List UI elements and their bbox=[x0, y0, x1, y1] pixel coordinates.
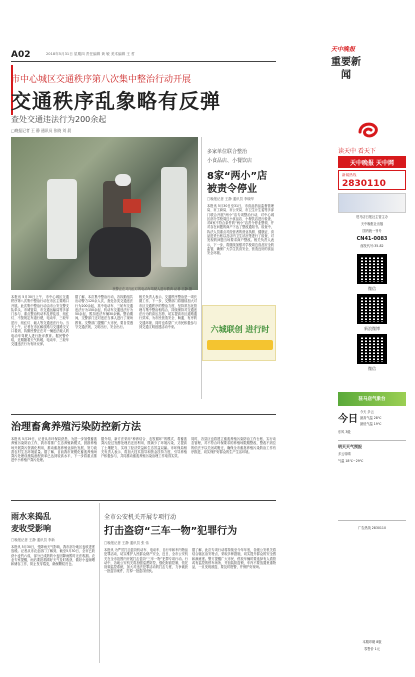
bottom-left-title: 雨水来捣乱 bbox=[11, 512, 51, 521]
sponsor-line-2: 天中晚报社出版 bbox=[360, 222, 384, 226]
weather-brand: 驻马店气象台 bbox=[358, 397, 386, 402]
mid-rule bbox=[11, 414, 276, 415]
slogan: 读天中 看天下 bbox=[338, 148, 376, 155]
lead-photo bbox=[11, 137, 198, 290]
weather-line-1: 今天 多云 bbox=[360, 410, 374, 414]
hotline-label: 新闻热线 bbox=[342, 173, 357, 177]
page-meta: 2018年5月31日 星期四 责任编辑 黄 敏 美术编辑 王 哲 bbox=[46, 52, 135, 56]
lead-column-1: 本报讯 5月30日上午，市中心城区交通秩序第八次集中整治行动在市区主要路口开展。此次集中整治行动由市公安交警支队牵头，市城管局、市交通运输局等多部门参与，重点整治机动车乱停乱放、闯红灯、不按规定车道行驶，电动车、三轮车逆行、闯红灯、载人等交通违法行为。当天上午，记者在市区解放路与交通路交叉口看到，执勤民警正在对一辆违法载人的电动车驾驶人进行批评教育。据民警介绍，近期随着天气转暖，电动车、三轮车交通违法行为有所反弹。 bbox=[11, 295, 69, 347]
forecast-1: 多云转晴 bbox=[338, 452, 351, 456]
lead-byline: □晚报记者 王 静 通讯员 张晓 刘 晨 bbox=[11, 128, 72, 133]
forecast-title: 明天天气预报 bbox=[338, 444, 362, 449]
side-kicker-2: 小食品店、小餐饮店 bbox=[207, 158, 253, 164]
header-rule bbox=[11, 61, 276, 62]
qr-code[interactable] bbox=[357, 254, 387, 284]
weather-line-2: 最高气温 28℃ bbox=[360, 416, 382, 420]
qr-label: 微信 bbox=[368, 366, 376, 371]
red-flag bbox=[123, 199, 141, 213]
slogan-box-text: 天中晚报 天中网 bbox=[349, 160, 395, 167]
bottom-mid-byline: □晚报记者 王静 通讯员 张 伟 bbox=[104, 541, 149, 545]
mid-column-3: 同时，各县区也将建立畜禽养殖污染防治工作台账，实行动态管理，对不符合环保要求的养殖场限期整改，整改不到位的依法予以关闭或搬迁，确保全市畜禽养殖污染防治工作有序推进，切实保护好群众的生产生活环境。 bbox=[191, 437, 276, 454]
lead-column-2: 据了解，本次集中整治行动，各执勤组共出动警力120余人次，查处各类交通违法行为200余起，其中电动车、三轮车交通违法行为150余起，机动车交通违法行为50余起，暂扣违法车辆30余辆。整治期间，交警部门还对违法当事人进行了现场教育。交警部门提醒广大市民，要自觉遵守交通法规，文明出行，安全出行。 bbox=[75, 295, 133, 330]
mid-column-2: 据介绍，新方法采用“种养结合、农牧循环”的模式，将畜禽粪污经过发酵处理后还田利用，既减少了环境污染，又提高了土壤肥力，实现了经济效益和生态效益双赢。市环保局相关负责人表示，将加大技术指导和资金扶持力度，引导养殖户积极参与，共同推动畜禽养殖污染治理工作取得实效。 bbox=[101, 437, 187, 459]
lead-photo-caption: 民警正在对闯红灯的电动车驾驶人进行教育 记者 王静 摄 bbox=[112, 287, 192, 291]
police-officer-figure bbox=[47, 179, 77, 259]
mid-column-1: 本报讯 5月29日，记者从市环保局获悉，为进一步加强畜禽养殖污染防治工作，我市将推广生态养殖新模式，鼓励养殖场开展粪污资源化利用，推动畜禽养殖业绿色发展，努力改善农村生态环境质量。据了解，目前我市规模化畜禽养殖场粪污处理设施装备配套率已达到较高水平，下一步将重点推进中小养殖户粪污处理。 bbox=[11, 437, 97, 463]
right-column-bg bbox=[284, 36, 415, 677]
bottom-mid-title: 打击盗窃“三车一物”犯罪行为 bbox=[104, 526, 238, 537]
issue-info: 本期印刷 8版 bbox=[362, 640, 382, 644]
ad-hotline: 广告热线 2830110 bbox=[358, 526, 386, 530]
column-separator bbox=[99, 503, 100, 663]
bottom-left-body: 本报讯 5月30日，受降雨天气影响，我市部分地区麦收进度放缓。记者从市农业部门了解到，截至5月30日，全市已收获小麦约六成，部分已成熟的小麦因降雨暂时无法收割。农业专家提醒，雨后要抢抓晴好天气及时收获，做好小麦晾晒和储存工作，防止发芽霉变，确保颗粒归仓。 bbox=[11, 545, 95, 567]
side-kicker: 多家单位联合整治 bbox=[207, 149, 248, 155]
side-byline: □晚报记者 王静 通讯员 李晓华 bbox=[207, 197, 255, 201]
hotline-box bbox=[338, 170, 406, 190]
cn-label: 国内统一刊号 bbox=[362, 229, 382, 233]
bottom-mid-kicker: 全市公安机关开展专项行动 bbox=[104, 514, 177, 521]
police-officer-figure bbox=[161, 167, 187, 267]
qr-code[interactable] bbox=[357, 294, 387, 324]
section-label: 重要新闻 bbox=[331, 57, 361, 81]
weather-line-3: 最低气温 19℃ bbox=[360, 422, 382, 426]
price-info: 零售价 1元 bbox=[364, 647, 380, 651]
banner-ribbon bbox=[207, 340, 273, 350]
page-number: A02 bbox=[11, 50, 31, 60]
bottom-mid-column-1: 本报讯 为严厉打击盗窃机动车、电动车、自行车和车内物品犯罪活动，切实维护人民群众财产安全，近日，全市公安机关在全市范围内开展打击盗窃“三车一物”犯罪专项行动。行动中，各地公安机关将加强巡逻防控，强化街面控制，依托视频监控系统，加大对违法犯罪活动的打击力度，力争破获一批盗窃案件，打掉一批盗窃团伙。 bbox=[104, 548, 188, 574]
hotline-number: 2830110 bbox=[342, 179, 386, 189]
lead-subtitle: 查处交通违法行为200余起 bbox=[11, 115, 107, 124]
weather-rule bbox=[338, 440, 406, 441]
lead-title: 交通秩序乱象略有反弹 bbox=[11, 89, 221, 113]
weather-banner bbox=[338, 392, 406, 406]
mid-title: 治理畜禽养殖污染防控新方法 bbox=[11, 422, 141, 433]
bottom-rule bbox=[11, 500, 276, 501]
cn-number: CN41-0083 bbox=[356, 236, 388, 242]
qr-label: 新浪微博 bbox=[364, 326, 380, 331]
bottom-mid-column-2: 据了解，此次专项行动将持续至今年年底，各级公安机关将结合辖区治安特点，采取多种措施，切实提升群众的安全感和满意度。警方提醒广大市民，停放车辆时要选择有人看管或有监控的停车场所，并加装防盗锁，车内不要放置贵重物品，一旦发现被盗，要及时报警，并保护好现场。 bbox=[192, 548, 276, 570]
lead-kicker: 市中心城区交通秩序第八次集中整治行动开展 bbox=[11, 75, 192, 85]
helmet bbox=[115, 174, 131, 186]
postal-code: 邮发代号:35-82 bbox=[360, 244, 384, 248]
lead-column-3: 相关负责人表示，交通秩序整治是一项长期工作，下一步，交警部门将继续加大对市区交通秩序的整治力度，坚持常态化管理与集中整治相结合，持续保持对交通违法行为的高压态势，切实提高市区道路通行效率，为市民营造安全、畅通、有序的交通环境，同时也希望广大市民积极参与到交通文明创建活动中来。 bbox=[139, 295, 197, 330]
qr-code[interactable] bbox=[357, 334, 387, 364]
sponsor-line: 驻马店日报社主管主办 bbox=[356, 215, 388, 219]
scooter bbox=[89, 227, 151, 277]
brand-logo: 天中晚报 bbox=[331, 46, 356, 53]
side-body: 本报讯 5月30日至31日，市食品药品监督管理局、市工商局、市公安局、市卫生计生委等多部门联合开展“两小”店专项整治行动，对中心城区部分学校周边小食品店、小餐饮店进行检查，对8家不符合条件的“两小”店责令停业整顿，并对存在问题的商户下达了整改通知书。检查中，执法人员重点对经营者的营业执照、健康证、食品进货台账以及店内卫生状况等进行了检查，对发现的问题当场要求商户整改。相关负责人表示，下一步，将继续加强对学校周边食品安全的监管，确保广大学生饮食安全，营造良好的食品安全环境。 bbox=[207, 204, 274, 256]
six-city-banner bbox=[202, 305, 276, 361]
banner-text: 六城联创 进行时 bbox=[210, 325, 270, 334]
slogan-box bbox=[338, 156, 406, 168]
brand-swirl-icon bbox=[356, 118, 380, 142]
today-label: 今日 bbox=[338, 414, 358, 425]
forecast-2: 气温 18℃~29℃ bbox=[338, 459, 364, 463]
side-title-2: 被责令停业 bbox=[207, 184, 257, 195]
weather-line-4: 东风 3级 bbox=[338, 430, 351, 434]
bottom-left-byline: □晚报记者 王静 通讯员 李新 bbox=[11, 538, 55, 542]
info-rule bbox=[338, 520, 406, 521]
bottom-left-title-2: 麦收受影响 bbox=[11, 524, 51, 533]
side-title: 8家“两小”店 bbox=[207, 171, 268, 182]
qr-label: 微信 bbox=[368, 286, 376, 291]
ad-thumb bbox=[338, 193, 406, 213]
